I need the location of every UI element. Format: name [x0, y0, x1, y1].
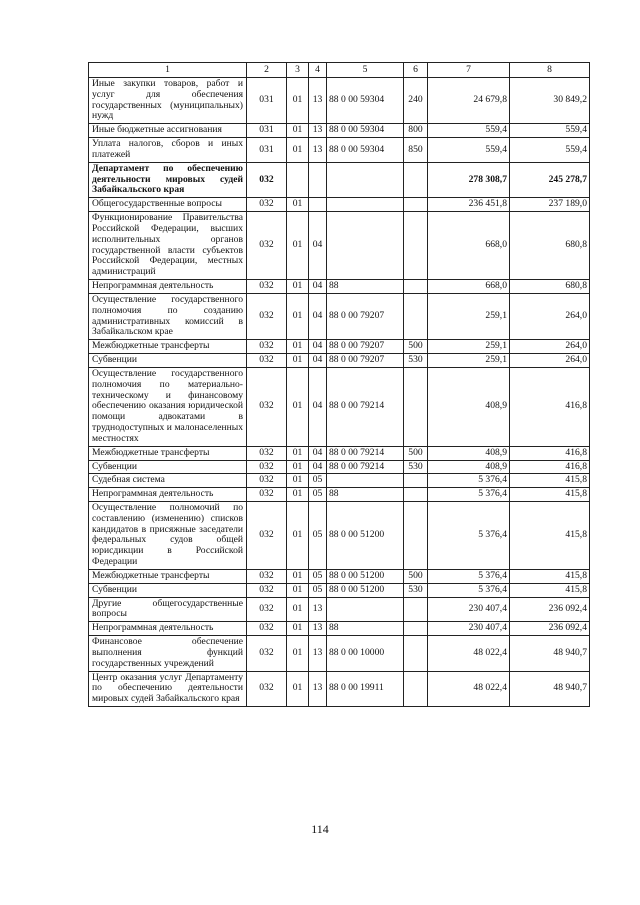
cell-amount-year1: 259,1 — [428, 354, 510, 368]
table-row — [89, 124, 590, 138]
cell-name: Функционирование Правительства Российской Федерации, высших исполнительных органов государственной власти субъектов Российской Федерации, местных администраций — [89, 212, 247, 280]
cell-subsection — [309, 162, 327, 197]
cell-subsection: 13 — [309, 622, 327, 636]
table-row — [89, 280, 590, 294]
cell-name: Центр оказания услуг Департаменту по обеспечению деятельности мировых судей Забайкальского края — [89, 671, 247, 706]
cell-target-article: 88 0 00 79214 — [327, 367, 404, 446]
cell-expense-type — [404, 501, 428, 569]
cell-expense-type — [404, 671, 428, 706]
cell-section: 01 — [287, 488, 309, 502]
cell-expense-type: 530 — [404, 460, 428, 474]
cell-amount-year1: 5 376,4 — [428, 501, 510, 569]
cell-section: 01 — [287, 280, 309, 294]
cell-subsection: 05 — [309, 583, 327, 597]
cell-target-article — [327, 474, 404, 488]
cell-admin-code: 032 — [247, 622, 287, 636]
table-row — [89, 636, 590, 671]
cell-name: Общегосударственные вопросы — [89, 198, 247, 212]
cell-amount-year1: 259,1 — [428, 293, 510, 339]
cell-expense-type: 500 — [404, 340, 428, 354]
cell-admin-code: 032 — [247, 162, 287, 197]
cell-admin-code: 032 — [247, 569, 287, 583]
cell-target-article: 88 0 00 59304 — [327, 78, 404, 124]
cell-amount-year2: 48 940,7 — [510, 671, 590, 706]
cell-amount-year2: 245 278,7 — [510, 162, 590, 197]
cell-section: 01 — [287, 367, 309, 446]
cell-subsection — [309, 198, 327, 212]
cell-admin-code: 032 — [247, 293, 287, 339]
table-row — [89, 354, 590, 368]
cell-name: Осуществление полномочий по составлению (изменению) списков кандидатов в присяжные заседатели федеральных судов общей юрисдикции в Российской Федерации — [89, 501, 247, 569]
cell-expense-type: 240 — [404, 78, 428, 124]
header-cell: 2 — [247, 63, 287, 78]
cell-subsection: 04 — [309, 446, 327, 460]
cell-admin-code: 032 — [247, 583, 287, 597]
table-row — [89, 78, 590, 124]
cell-amount-year1: 259,1 — [428, 340, 510, 354]
cell-subsection: 04 — [309, 460, 327, 474]
cell-name: Иные бюджетные ассигнования — [89, 124, 247, 138]
cell-section: 01 — [287, 569, 309, 583]
table-row — [89, 597, 590, 622]
cell-name: Департамент по обеспечению деятельности мировых судей Забайкальского края — [89, 162, 247, 197]
cell-target-article: 88 0 00 79207 — [327, 293, 404, 339]
cell-amount-year1: 5 376,4 — [428, 488, 510, 502]
header-cell: 1 — [89, 63, 247, 78]
cell-amount-year2: 680,8 — [510, 212, 590, 280]
cell-amount-year1: 408,9 — [428, 446, 510, 460]
cell-subsection: 04 — [309, 280, 327, 294]
cell-subsection: 13 — [309, 124, 327, 138]
cell-amount-year1: 559,4 — [428, 138, 510, 163]
cell-expense-type: 530 — [404, 583, 428, 597]
table-row — [89, 446, 590, 460]
cell-amount-year2: 236 092,4 — [510, 622, 590, 636]
cell-expense-type — [404, 280, 428, 294]
table-row — [89, 162, 590, 197]
cell-amount-year2: 680,8 — [510, 280, 590, 294]
cell-section: 01 — [287, 354, 309, 368]
table-row — [89, 488, 590, 502]
cell-subsection: 04 — [309, 367, 327, 446]
cell-section: 01 — [287, 636, 309, 671]
cell-name: Субвенции — [89, 354, 247, 368]
table-row — [89, 671, 590, 706]
cell-amount-year2: 415,8 — [510, 583, 590, 597]
cell-target-article: 88 0 00 51200 — [327, 569, 404, 583]
table-row — [89, 474, 590, 488]
cell-expense-type — [404, 636, 428, 671]
cell-amount-year1: 278 308,7 — [428, 162, 510, 197]
cell-admin-code: 032 — [247, 501, 287, 569]
cell-target-article: 88 — [327, 622, 404, 636]
cell-section: 01 — [287, 78, 309, 124]
table-row — [89, 198, 590, 212]
cell-name: Другие общегосударственные вопросы — [89, 597, 247, 622]
cell-admin-code: 032 — [247, 474, 287, 488]
cell-admin-code: 032 — [247, 367, 287, 446]
cell-target-article: 88 0 00 79207 — [327, 340, 404, 354]
cell-section — [287, 162, 309, 197]
budget-table — [88, 62, 590, 707]
cell-amount-year1: 408,9 — [428, 460, 510, 474]
cell-expense-type — [404, 162, 428, 197]
cell-amount-year2: 416,8 — [510, 446, 590, 460]
cell-name: Непрограммная деятельность — [89, 622, 247, 636]
cell-target-article: 88 — [327, 280, 404, 294]
cell-amount-year2: 264,0 — [510, 340, 590, 354]
cell-admin-code: 032 — [247, 488, 287, 502]
cell-amount-year1: 668,0 — [428, 212, 510, 280]
cell-admin-code: 032 — [247, 354, 287, 368]
cell-admin-code: 032 — [247, 446, 287, 460]
cell-subsection: 04 — [309, 354, 327, 368]
table-row — [89, 293, 590, 339]
cell-target-article: 88 0 00 51200 — [327, 501, 404, 569]
table-row — [89, 138, 590, 163]
table-row — [89, 367, 590, 446]
cell-subsection: 13 — [309, 597, 327, 622]
cell-name: Иные закупки товаров, работ и услуг для обеспечения государственных (муниципальных) нужд — [89, 78, 247, 124]
cell-admin-code: 031 — [247, 78, 287, 124]
header-cell: 6 — [404, 63, 428, 78]
cell-name: Финансовое обеспечение выполнения функций государственных учреждений — [89, 636, 247, 671]
cell-amount-year2: 48 940,7 — [510, 636, 590, 671]
cell-section: 01 — [287, 501, 309, 569]
cell-target-article: 88 0 00 79207 — [327, 354, 404, 368]
cell-target-article: 88 0 00 79214 — [327, 460, 404, 474]
cell-subsection: 05 — [309, 569, 327, 583]
cell-name: Межбюджетные трансферты — [89, 340, 247, 354]
cell-expense-type: 850 — [404, 138, 428, 163]
cell-target-article — [327, 597, 404, 622]
cell-section: 01 — [287, 597, 309, 622]
cell-admin-code: 032 — [247, 597, 287, 622]
cell-section: 01 — [287, 340, 309, 354]
cell-admin-code: 032 — [247, 460, 287, 474]
cell-expense-type — [404, 198, 428, 212]
cell-admin-code: 032 — [247, 671, 287, 706]
header-cell: 4 — [309, 63, 327, 78]
cell-admin-code: 032 — [247, 198, 287, 212]
cell-name: Осуществление государственного полномочия по материально-техническому и финансовому обеспечению оказания юридической помощи адвокатами в труднодоступных и малонаселенных местностях — [89, 367, 247, 446]
cell-amount-year1: 408,9 — [428, 367, 510, 446]
cell-amount-year1: 236 451,8 — [428, 198, 510, 212]
cell-target-article: 88 — [327, 488, 404, 502]
cell-name: Непрограммная деятельность — [89, 280, 247, 294]
cell-amount-year1: 5 376,4 — [428, 474, 510, 488]
cell-subsection: 05 — [309, 474, 327, 488]
cell-expense-type — [404, 367, 428, 446]
cell-name: Уплата налогов, сборов и иных платежей — [89, 138, 247, 163]
cell-amount-year1: 559,4 — [428, 124, 510, 138]
cell-target-article — [327, 198, 404, 212]
cell-subsection: 13 — [309, 78, 327, 124]
cell-section: 01 — [287, 474, 309, 488]
table-row — [89, 460, 590, 474]
table-body — [89, 63, 590, 707]
cell-admin-code: 032 — [247, 636, 287, 671]
cell-amount-year1: 5 376,4 — [428, 569, 510, 583]
cell-expense-type — [404, 293, 428, 339]
cell-subsection: 04 — [309, 293, 327, 339]
cell-name: Непрограммная деятельность — [89, 488, 247, 502]
cell-admin-code: 032 — [247, 340, 287, 354]
cell-section: 01 — [287, 671, 309, 706]
cell-expense-type — [404, 212, 428, 280]
cell-target-article — [327, 212, 404, 280]
cell-subsection: 13 — [309, 138, 327, 163]
cell-name: Субвенции — [89, 460, 247, 474]
cell-amount-year2: 264,0 — [510, 354, 590, 368]
cell-subsection: 04 — [309, 212, 327, 280]
cell-expense-type: 500 — [404, 569, 428, 583]
cell-name: Судебная система — [89, 474, 247, 488]
table-row — [89, 212, 590, 280]
cell-amount-year1: 230 407,4 — [428, 597, 510, 622]
cell-target-article: 88 0 00 19911 — [327, 671, 404, 706]
page-number: 114 — [311, 822, 329, 836]
cell-subsection: 13 — [309, 636, 327, 671]
cell-amount-year2: 264,0 — [510, 293, 590, 339]
cell-amount-year2: 415,8 — [510, 501, 590, 569]
cell-section: 01 — [287, 446, 309, 460]
cell-amount-year1: 5 376,4 — [428, 583, 510, 597]
cell-section: 01 — [287, 583, 309, 597]
header-cell: 3 — [287, 63, 309, 78]
cell-expense-type: 800 — [404, 124, 428, 138]
cell-target-article: 88 0 00 79214 — [327, 446, 404, 460]
cell-amount-year1: 668,0 — [428, 280, 510, 294]
cell-subsection: 05 — [309, 501, 327, 569]
cell-section: 01 — [287, 138, 309, 163]
cell-amount-year2: 559,4 — [510, 124, 590, 138]
header-cell: 7 — [428, 63, 510, 78]
table-row — [89, 501, 590, 569]
cell-amount-year2: 30 849,2 — [510, 78, 590, 124]
cell-expense-type — [404, 597, 428, 622]
cell-target-article — [327, 162, 404, 197]
table-row — [89, 583, 590, 597]
cell-amount-year2: 559,4 — [510, 138, 590, 163]
cell-section: 01 — [287, 293, 309, 339]
cell-admin-code: 032 — [247, 212, 287, 280]
cell-amount-year2: 237 189,0 — [510, 198, 590, 212]
cell-name: Межбюджетные трансферты — [89, 446, 247, 460]
table-row — [89, 340, 590, 354]
cell-section: 01 — [287, 460, 309, 474]
header-cell: 8 — [510, 63, 590, 78]
cell-target-article: 88 0 00 59304 — [327, 124, 404, 138]
cell-admin-code: 031 — [247, 124, 287, 138]
cell-admin-code: 031 — [247, 138, 287, 163]
cell-expense-type — [404, 622, 428, 636]
cell-section: 01 — [287, 124, 309, 138]
cell-subsection: 05 — [309, 488, 327, 502]
header-cell: 5 — [327, 63, 404, 78]
cell-amount-year2: 415,8 — [510, 488, 590, 502]
cell-expense-type: 530 — [404, 354, 428, 368]
cell-name: Субвенции — [89, 583, 247, 597]
cell-name: Межбюджетные трансферты — [89, 569, 247, 583]
cell-amount-year1: 48 022,4 — [428, 671, 510, 706]
cell-target-article: 88 0 00 59304 — [327, 138, 404, 163]
cell-amount-year1: 230 407,4 — [428, 622, 510, 636]
cell-amount-year2: 415,8 — [510, 474, 590, 488]
cell-amount-year1: 48 022,4 — [428, 636, 510, 671]
cell-name: Осуществление государственного полномочия по созданию административных комиссий в Забайкальском крае — [89, 293, 247, 339]
cell-amount-year1: 24 679,8 — [428, 78, 510, 124]
cell-amount-year2: 415,8 — [510, 569, 590, 583]
table-row — [89, 569, 590, 583]
cell-admin-code: 032 — [247, 280, 287, 294]
cell-subsection: 13 — [309, 671, 327, 706]
cell-section: 01 — [287, 198, 309, 212]
cell-expense-type — [404, 488, 428, 502]
cell-target-article: 88 0 00 51200 — [327, 583, 404, 597]
cell-amount-year2: 416,8 — [510, 367, 590, 446]
cell-target-article: 88 0 00 10000 — [327, 636, 404, 671]
cell-amount-year2: 416,8 — [510, 460, 590, 474]
table-row — [89, 622, 590, 636]
cell-amount-year2: 236 092,4 — [510, 597, 590, 622]
cell-expense-type — [404, 474, 428, 488]
cell-expense-type: 500 — [404, 446, 428, 460]
cell-section: 01 — [287, 622, 309, 636]
table-header-row — [89, 63, 590, 78]
cell-subsection: 04 — [309, 340, 327, 354]
cell-section: 01 — [287, 212, 309, 280]
